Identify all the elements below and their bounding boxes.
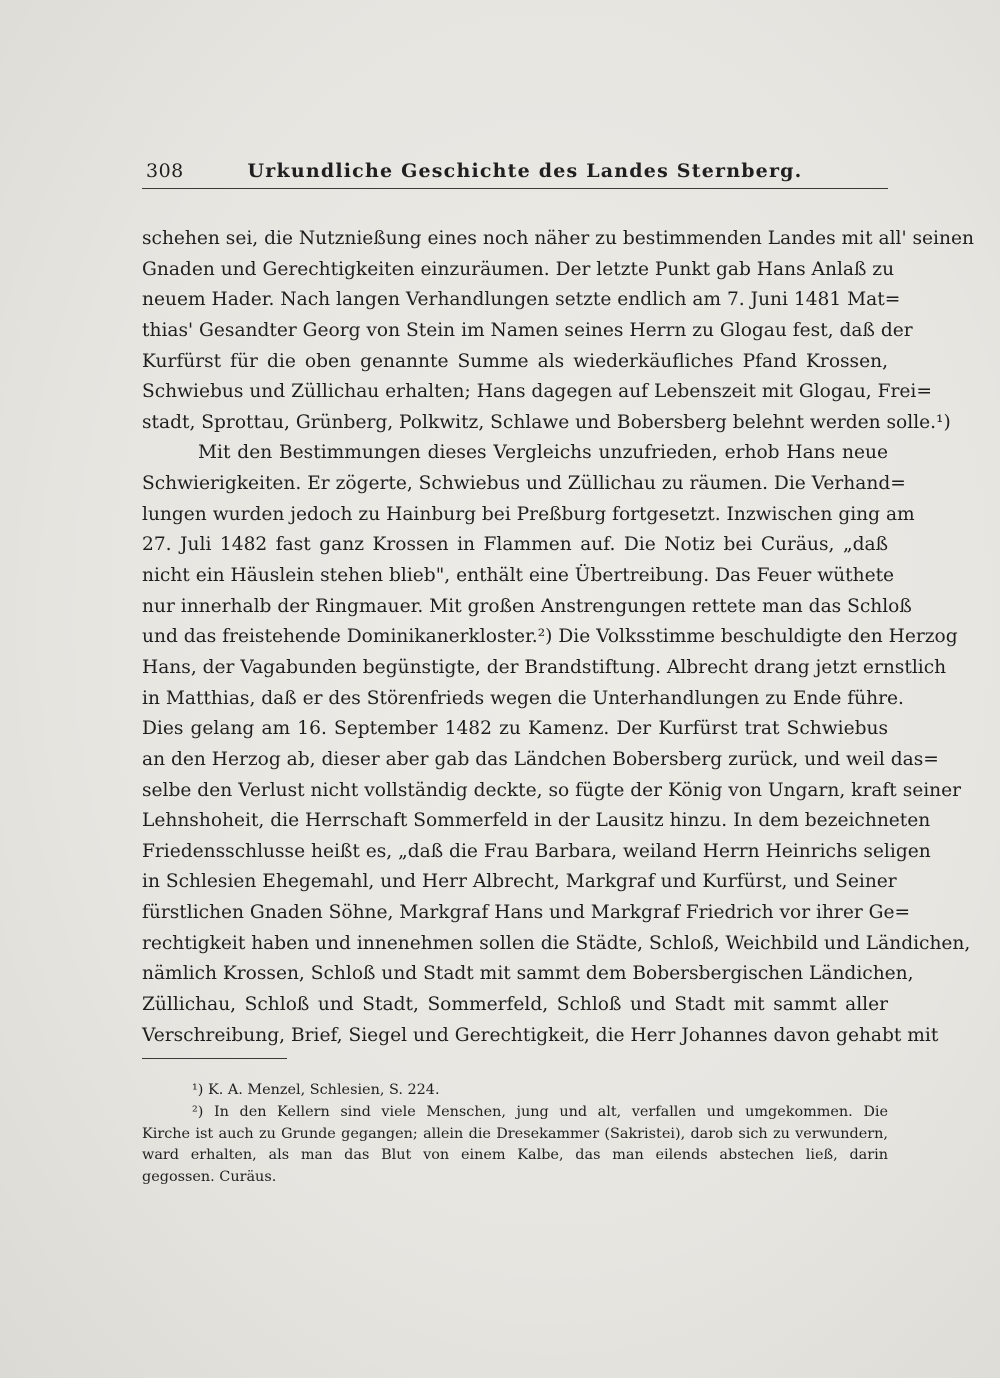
text-line: Verschreibung, Brief, Siegel und Gerechtigkeit, die Herr Johannes davon gehabt mit — [142, 1024, 939, 1046]
text-line: Hans, der Vagabunden begünstigte, der Brandstiftung. Albrecht drang jetzt ernstlich — [142, 656, 947, 678]
footnotes — [142, 1080, 888, 1189]
text-line: in Schlesien Ehegemahl, und Herr Albrecht, Markgraf und Kurfürst, und Seiner — [142, 871, 897, 893]
text-line: Dies gelang am 16. September 1482 zu Kamenz. Der Kurfürst trat Schwiebus — [142, 718, 888, 740]
page-header — [142, 158, 888, 189]
footnote-line: Kirche ist auch zu Grunde gegangen; allein die Dresekammer (Sakristei), darob sich zu verwundern, — [142, 1125, 888, 1142]
footnote-line: ²) In den Kellern sind viele Menschen, jung und alt, verfallen und umgekommen. Die — [192, 1103, 888, 1120]
text-line: Gnaden und Gerechtigkeiten einzuräumen. Der letzte Punkt gab Hans Anlaß zu — [142, 258, 895, 280]
text-line: nämlich Krossen, Schloß und Stadt mit sammt dem Bobersbergischen Ländichen, — [142, 963, 914, 985]
text-line: Schwiebus und Züllichau erhalten; Hans dagegen auf Lebenszeit mit Glogau, Frei= — [142, 381, 932, 403]
text-line: in Matthias, daß er des Störenfrieds wegen die Unterhandlungen zu Ende führe. — [142, 687, 904, 709]
text-line: lungen wurden jedoch zu Hainburg bei Preßburg fortgesetzt. Inzwischen ging am — [142, 503, 915, 525]
text-line: neuem Hader. Nach langen Verhandlungen setzte endlich am 7. Juni 1481 Mat= — [142, 289, 901, 311]
text-line: Lehnshoheit, die Herrschaft Sommerfeld in der Lausitz hinzu. In dem bezeichneten — [142, 810, 931, 832]
footnote-divider — [142, 1058, 287, 1059]
footnote-line: ward erhalten, als man das Blut von einem Kalbe, das man eilends abstechen ließ, darin — [142, 1147, 888, 1164]
main-text — [142, 224, 974, 1051]
text-line: Friedensschlusse heißt es, „daß die Frau Barbara, weiland Herrn Heinrichs seligen — [142, 840, 931, 862]
footnote-line: ¹) K. A. Menzel, Schlesien, S. 224. — [192, 1082, 440, 1098]
text-line: Züllichau, Schloß und Stadt, Sommerfeld, Schloß und Stadt mit sammt aller — [142, 994, 888, 1016]
text-line: an den Herzog ab, dieser aber gab das Ländchen Bobersberg zurück, und weil das= — [142, 748, 939, 770]
page-number: 308 — [146, 160, 184, 182]
text-line: Mit den Bestimmungen dieses Vergleichs unzufrieden, erhob Hans neue — [198, 442, 888, 464]
text-line: Schwierigkeiten. Er zögerte, Schwiebus und Züllichau zu räumen. Die Verhand= — [142, 473, 906, 495]
text-line: selbe den Verlust nicht vollständig deckte, so fügte der König von Ungarn, kraft seiner — [142, 779, 962, 801]
text-line: 27. Juli 1482 fast ganz Krossen in Flammen auf. Die Notiz bei Curäus, „daß — [142, 534, 888, 556]
running-title: Urkundliche Geschichte des Landes Sternberg. — [247, 160, 803, 182]
text-line: fürstlichen Gnaden Söhne, Markgraf Hans und Markgraf Friedrich vor ihrer Ge= — [142, 902, 911, 924]
text-line: nur innerhalb der Ringmauer. Mit großen Anstrengungen rettete man das Schloß — [142, 595, 912, 617]
text-line: und das freistehende Dominikanerkloster.²) Die Volksstimme beschuldigte den Herzog — [142, 626, 958, 648]
text-line: thias' Gesandter Georg von Stein im Namen seines Herrn zu Glogau fest, daß der — [142, 319, 913, 341]
text-line: rechtigkeit haben und innenehmen sollen die Städte, Schloß, Weichbild und Ländichen, — [142, 932, 971, 954]
text-line: nicht ein Häuslein stehen blieb", enthält eine Übertreibung. Das Feuer wüthete — [142, 565, 895, 587]
text-line: stadt, Sprottau, Grünberg, Polkwitz, Schlawe und Bobersberg belehnt werden solle.¹) — [142, 411, 951, 433]
text-line: Kurfürst für die oben genannte Summe als wiederkäufliches Pfand Krossen, — [142, 350, 888, 372]
footnote-line: gegossen. Curäus. — [142, 1169, 277, 1186]
text-line: schehen sei, die Nutznießung eines noch näher zu bestimmenden Landes mit all' seinen — [142, 228, 974, 249]
